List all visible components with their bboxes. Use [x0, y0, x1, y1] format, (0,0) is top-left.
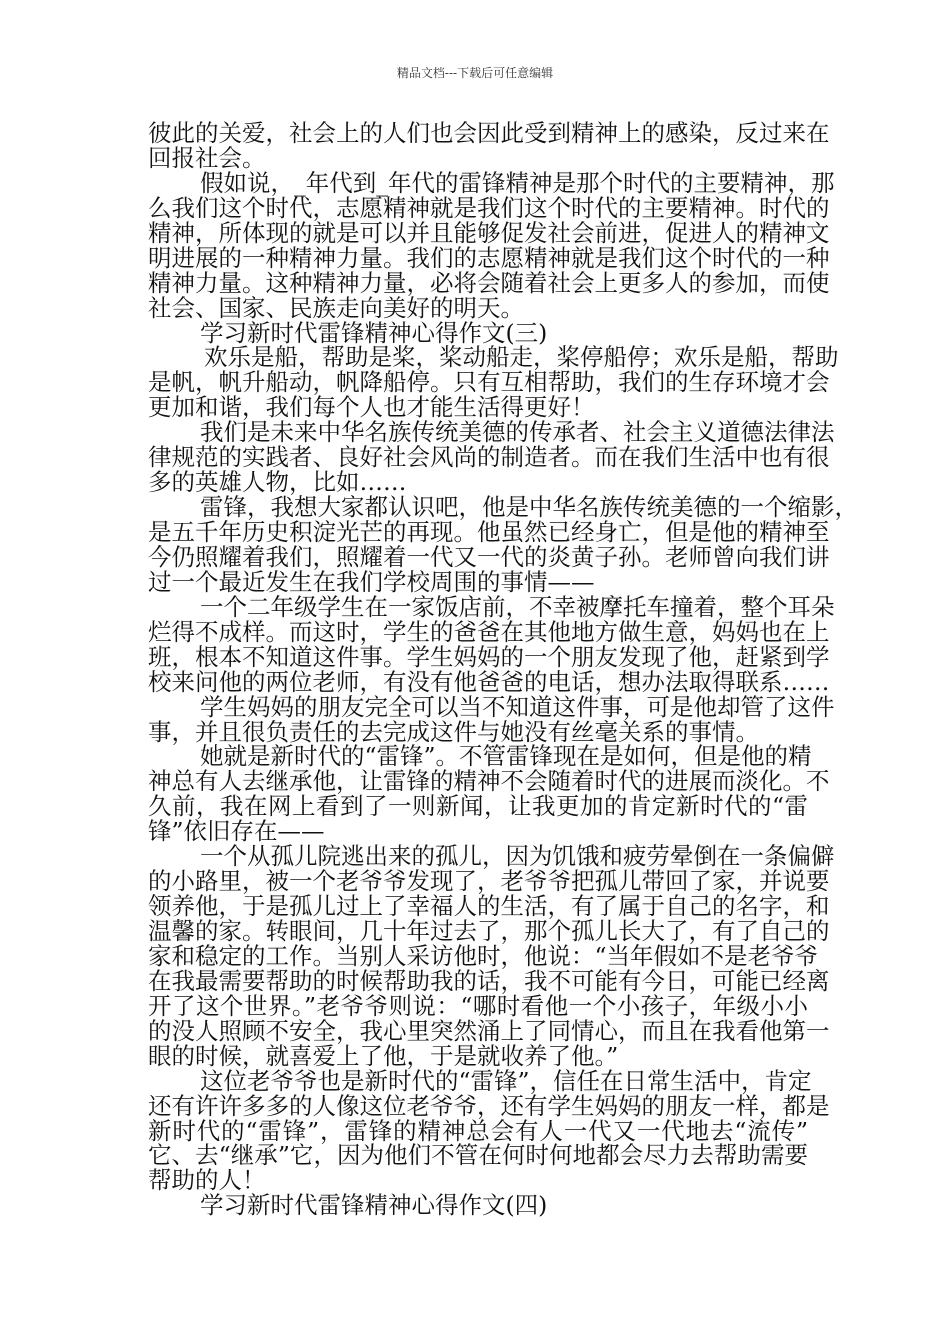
- text-line: 的小路里，被一个老爷爷发现了，老爷爷把孤儿带回了家，并说要: [148, 867, 830, 896]
- text-line: 一个从孤儿院逃出来的孤儿，因为饥饿和疲劳晕倒在一条偏僻: [200, 842, 835, 871]
- paragraph: [148, 418, 835, 497]
- text-line: 假如说，_年代到_年代的雷锋精神是那个时代的主要精神，那: [200, 168, 835, 197]
- text-line: 过一个最近发生在我们学校周围的事情——: [148, 567, 595, 596]
- text-line: 学生妈妈的朋友完全可以当不知道这件事，可是他却管了这件: [200, 692, 835, 721]
- text-line: 多的英雄人物，比如……: [148, 468, 407, 497]
- text-line: 事，并且很负责任的去完成这件与她没有丝毫关系的事情。: [148, 717, 759, 746]
- text-line: 明进展的一种精神力量。我们的志愿精神就是我们这个时代的一种: [148, 243, 830, 272]
- text-line: 帮助的人！: [148, 1166, 266, 1195]
- text-line: 久前，我在网上看到了一则新闻，让我更加的肯定新时代的“雷: [148, 792, 808, 821]
- text-line: 学习新时代雷锋精神心得作文(三): [200, 318, 548, 347]
- text-line: 新时代的“雷锋”，雷锋的精神总会有人一代又一代地去“流传”: [148, 1116, 808, 1145]
- text-line: 回报社会。: [148, 143, 266, 172]
- paragraph: [148, 742, 830, 846]
- text-line: 学习新时代雷锋精神心得作文(四): [200, 1191, 548, 1220]
- text-line: 它、去“继承”它，因为他们不管在何时何地都会尽力去帮助需要: [148, 1141, 808, 1170]
- page-header-watermark: 精品文档---下载后可任意编辑: [396, 66, 554, 80]
- text-line: 班，根本不知道这件事。学生妈妈的一个朋友发现了他，赶紧到学: [148, 642, 830, 671]
- text-line: 我们是未来中华名族传统美德的传承者、社会主义道德法律法: [200, 418, 835, 447]
- text-line: 精神力量。这种精神力量，必将会随着社会上更多人的参加，而使: [148, 268, 830, 297]
- text-line: 是帆，帆升船动，帆降船停。只有互相帮助，我们的生存环境才会: [148, 368, 830, 397]
- paragraph: [148, 592, 835, 696]
- text-line: 在我最需要帮助的时候帮助我的话，我不可能有今日，可能已经离: [148, 966, 830, 995]
- text-line: 神总有人去继承他，让雷锋的精神不会随着时代的进展而淡化。不: [148, 767, 830, 796]
- paragraph: [148, 842, 835, 1070]
- text-line: 今仍照耀着我们，照耀着一代又一代的炎黄子孙。老师曾向我们讲: [148, 542, 830, 571]
- paragraph: [148, 493, 858, 596]
- text-line: 律规范的实践者、良好社会风尚的制造者。而在我们生活中也有很: [148, 443, 830, 472]
- text-line: 是五千年历史积淀光芒的再现。他虽然已经身亡，但是他的精神至: [148, 518, 830, 546]
- section-heading: [148, 318, 808, 347]
- text-line: 还有许许多多的人像这位老爷爷，还有学生妈妈的朋友一样，都是: [148, 1091, 830, 1120]
- text-line: 烂得不成样。而这时，学生的爸爸在其他地方做生意，妈妈也在上: [148, 617, 830, 646]
- text-line: 一个二年级学生在一家饭店前，不幸被摩托车撞着，整个耳朵: [200, 592, 835, 621]
- section-heading: [148, 1193, 808, 1218]
- text-line: 欢乐是船，帮助是桨，桨动船走，桨停船停；欢乐是船，帮助: [204, 343, 839, 372]
- text-line: 校来问他的两位老师，有没有他爸爸的电话，想办法取得联系……: [148, 667, 830, 696]
- text-line: 眼的时候，就喜爱上了他，于是就收养了他。”: [148, 1041, 619, 1070]
- text-line: 社会、国家、民族走向美好的明天。: [148, 293, 524, 322]
- paragraph: [148, 119, 830, 172]
- text-line: 她就是新时代的“雷锋”。不管雷锋现在是如何，但是他的精: [200, 742, 812, 771]
- text-line: 家和稳定的工作。当别人采访他时，他说：“当年假如不是老爷爷: [148, 941, 819, 970]
- text-line: 开了这个世界。”老爷爷则说：“哪时看他一个小孩子，年级小小: [148, 991, 808, 1020]
- paragraph: [148, 692, 835, 746]
- text-line: 么我们这个时代，志愿精神就是我们这个时代的主要精神。时代的: [148, 193, 830, 222]
- text-line: 雷锋，我想大家都认识吧，他是中华名族传统美德的一个缩影，: [200, 493, 858, 522]
- text-line: 这位老爷爷也是新时代的“雷锋”，信任在日常生活中，肯定: [200, 1066, 812, 1095]
- paragraph: [148, 1066, 830, 1195]
- document-body: [148, 119, 858, 1220]
- text-line: 温馨的家。转眼间，几十年过去了，那个孤儿长大了，有了自己的: [148, 917, 830, 945]
- text-line: 的没人照顾不安全，我心里突然涌上了同情心，而且在我看他第一: [148, 1016, 830, 1045]
- text-line: 精神，所体现的就是可以并且能够促发社会前进，促进人的精神文: [148, 218, 830, 247]
- text-line: 领养他，于是孤儿过上了幸福人的生活，有了属于自己的名字，和: [148, 892, 830, 921]
- text-line: 更加和谐，我们每个人也才能生活得更好！: [148, 393, 595, 422]
- text-line: 锋”依旧存在——: [148, 817, 325, 846]
- paragraph: [148, 343, 839, 422]
- paragraph: [148, 168, 835, 322]
- text-line: 彼此的关爱，社会上的人们也会因此受到精神上的感染，反过来在: [148, 119, 830, 147]
